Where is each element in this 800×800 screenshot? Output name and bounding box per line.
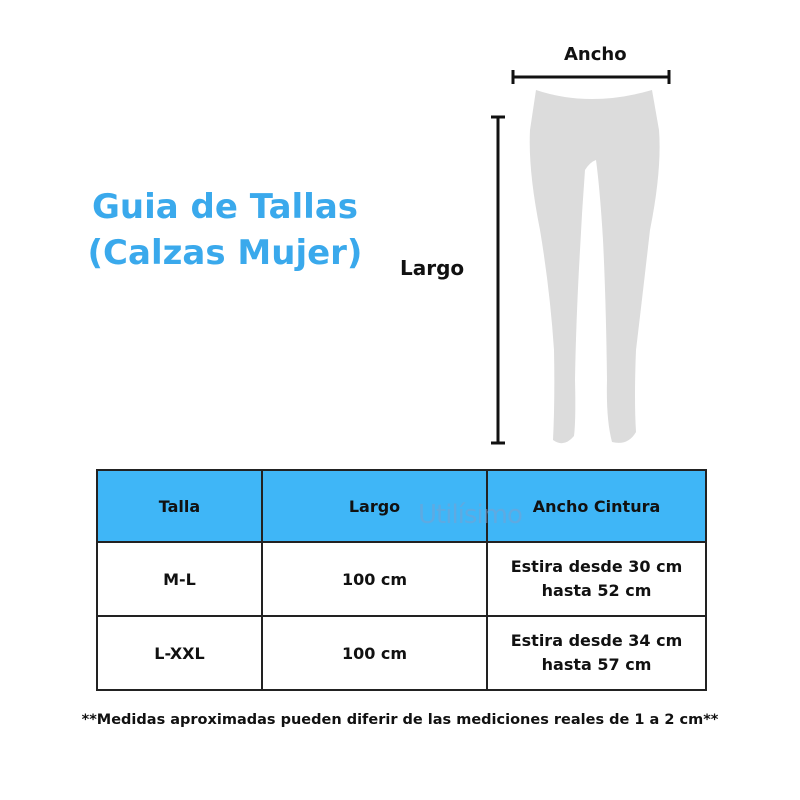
page-title-line-2: (Calzas Mujer) [87, 233, 363, 273]
header-largo: Largo [262, 470, 487, 542]
cell-ancho-line-2: hasta 57 cm [541, 655, 652, 674]
size-table [96, 469, 707, 691]
width-label: Ancho [564, 44, 627, 65]
footnote: **Medidas aproximadas pueden diferir de las mediciones reales de 1 a 2 cm** [81, 712, 719, 728]
length-label: Largo [400, 256, 465, 280]
length-measure-line [491, 117, 505, 443]
cell-largo: 100 cm [262, 616, 487, 690]
table-row [97, 616, 706, 690]
page-title-line-1: Guia de Tallas [91, 187, 359, 227]
cell-ancho-cintura [487, 616, 706, 690]
page-title [60, 184, 390, 276]
cell-ancho-line-1: Estira desde 34 cm [510, 631, 683, 650]
width-measure-line [513, 70, 669, 84]
cell-ancho-cintura [487, 542, 706, 616]
leggings-shape [530, 90, 660, 443]
cell-largo: 100 cm [262, 542, 487, 616]
cell-talla: L-XXL [97, 616, 262, 690]
watermark: Utilísimo [418, 500, 522, 530]
cell-talla: M-L [97, 542, 262, 616]
cell-ancho-line-1: Estira desde 30 cm [510, 557, 683, 576]
table-header-row [97, 470, 706, 542]
leggings-icon [480, 60, 700, 460]
table-row [97, 542, 706, 616]
cell-ancho-line-2: hasta 52 cm [541, 581, 652, 600]
header-talla: Talla [97, 470, 262, 542]
header-ancho-cintura: Ancho Cintura [487, 470, 706, 542]
